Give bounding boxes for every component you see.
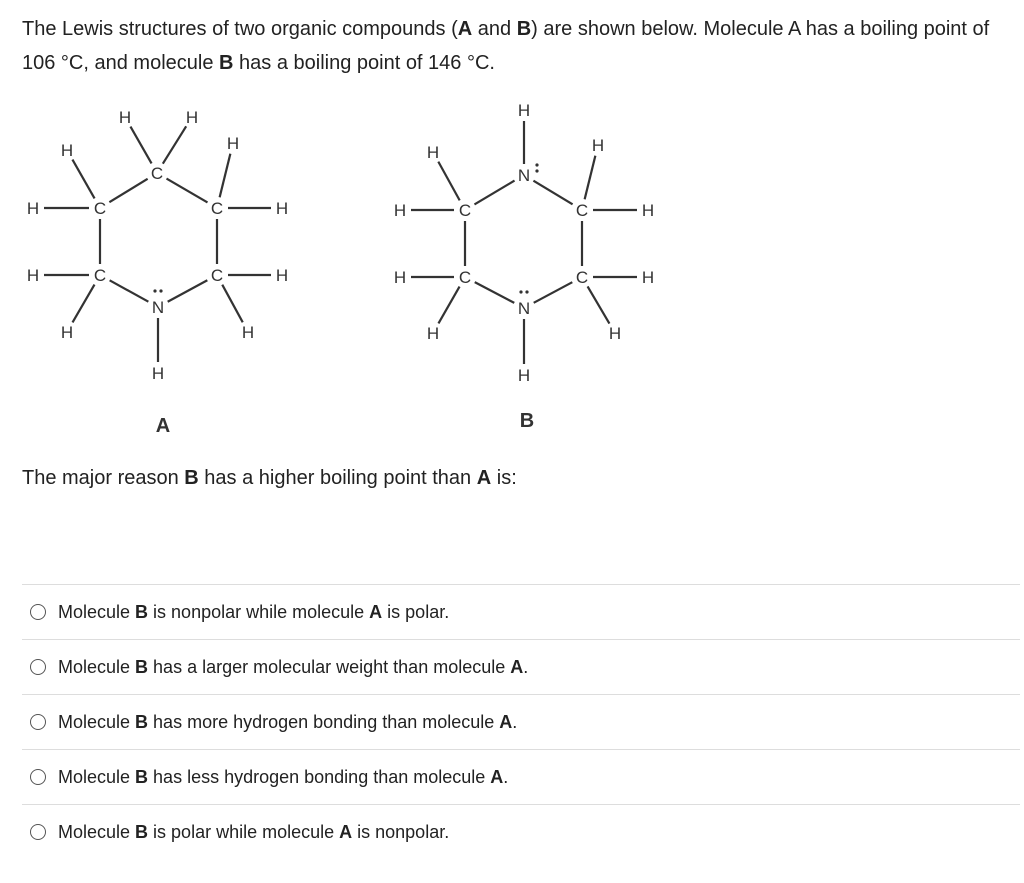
nitrogen-atom: N (517, 299, 531, 318)
opt-part: Molecule (58, 601, 136, 622)
hydrogen-atom: H (275, 266, 289, 285)
radio-button[interactable] (30, 824, 46, 840)
hydrogen-atom: H (641, 201, 655, 220)
question-text (22, 467, 517, 490)
bond-line (130, 127, 151, 164)
option-label (58, 602, 449, 623)
opt-part: has less hydrogen bonding than molecule (148, 766, 491, 787)
intro-bold: A (457, 18, 473, 40)
q-bold: B (184, 467, 199, 489)
hydrogen-atom: H (60, 323, 74, 342)
carbon-atom: C (210, 199, 224, 218)
lone-pair (153, 289, 156, 292)
hydrogen-atom: H (517, 366, 531, 385)
hydrogen-atom: H (393, 268, 407, 287)
bond-line (168, 280, 208, 302)
lone-pair (535, 163, 538, 166)
molecule-label: A (155, 415, 171, 437)
carbon-atom: C (150, 164, 164, 183)
bond-line (438, 162, 459, 201)
hydrogen-atom: H (185, 108, 199, 127)
radio-button[interactable] (30, 659, 46, 675)
hydrogen-atom: H (275, 199, 289, 218)
opt-bold: B (135, 766, 149, 787)
opt-part: is nonpolar while molecule (148, 601, 370, 622)
opt-part: is polar while molecule (148, 821, 340, 842)
lewis-structures (0, 90, 1024, 450)
answer-options (22, 584, 1020, 859)
hydrogen-atom: H (241, 323, 255, 342)
bond-line (73, 285, 95, 323)
answer-option[interactable] (22, 694, 1020, 749)
hydrogen-atom: H (151, 364, 165, 383)
q-part: The major reason (22, 467, 185, 489)
nitrogen-atom: N (517, 166, 531, 185)
opt-part: Molecule (58, 656, 136, 677)
hydrogen-atom: H (641, 268, 655, 287)
carbon-atom: C (93, 266, 107, 285)
opt-part: . (523, 656, 529, 677)
hydrogen-atom: H (517, 101, 531, 120)
opt-bold: A (499, 711, 513, 732)
option-label (58, 767, 508, 788)
option-label (58, 822, 449, 843)
bond-line (585, 156, 596, 200)
opt-part: Molecule (58, 766, 136, 787)
radio-button[interactable] (30, 714, 46, 730)
intro-part: The Lewis structures of two organic compounds ( (22, 18, 458, 40)
carbon-atom: C (210, 266, 224, 285)
hydrogen-atom: H (608, 324, 622, 343)
intro-part: has a boiling point of 146 °C. (233, 52, 495, 74)
opt-part: Molecule (58, 711, 136, 732)
carbon-atom: C (458, 201, 472, 220)
opt-bold: A (510, 656, 524, 677)
hydrogen-atom: H (26, 266, 40, 285)
intro-part: and (472, 18, 517, 40)
bond-line (533, 181, 572, 205)
carbon-atom: C (458, 268, 472, 287)
q-bold: A (476, 467, 492, 489)
radio-button[interactable] (30, 769, 46, 785)
bond-line (222, 285, 242, 323)
opt-bold: A (339, 821, 353, 842)
answer-option[interactable] (22, 584, 1020, 639)
bond-line (220, 154, 231, 198)
carbon-atom: C (575, 268, 589, 287)
intro-bold: B (219, 52, 234, 74)
bond-line (110, 280, 149, 301)
hydrogen-atom: H (426, 324, 440, 343)
hydrogen-atom: H (226, 134, 240, 153)
answer-option[interactable] (22, 639, 1020, 694)
answer-option[interactable] (22, 804, 1020, 859)
opt-part: has a larger molecular weight than molecule (148, 656, 511, 677)
bond-line (109, 179, 147, 202)
carbon-atom: C (93, 199, 107, 218)
bond-line (475, 282, 515, 303)
hydrogen-atom: H (26, 199, 40, 218)
bond-line (534, 282, 573, 303)
lone-pair (159, 289, 162, 292)
lone-pair (519, 290, 522, 293)
hydrogen-atom: H (591, 136, 605, 155)
intro-bold: B (516, 18, 532, 40)
bond-line (167, 179, 208, 203)
bond-line (72, 160, 94, 199)
answer-option[interactable] (22, 749, 1020, 804)
radio-button[interactable] (30, 604, 46, 620)
opt-bold: B (135, 656, 149, 677)
hydrogen-atom: H (393, 201, 407, 220)
opt-bold: B (135, 821, 149, 842)
intro-text (22, 12, 1012, 80)
molecule-label: B (519, 410, 535, 432)
opt-part: has more hydrogen bonding than molecule (148, 711, 500, 732)
opt-part: is polar. (382, 601, 450, 622)
carbon-atom: C (575, 201, 589, 220)
opt-part: Molecule (58, 821, 136, 842)
option-label (58, 657, 528, 678)
hydrogen-atom: H (118, 108, 132, 127)
opt-bold: A (490, 766, 504, 787)
opt-bold: B (135, 711, 149, 732)
option-label (58, 712, 517, 733)
bond-line (474, 181, 514, 205)
nitrogen-atom: N (151, 298, 165, 317)
hydrogen-atom: H (426, 143, 440, 162)
opt-bold: A (369, 601, 383, 622)
opt-part: . (503, 766, 509, 787)
lone-pair (535, 169, 538, 172)
opt-part: is nonpolar. (352, 821, 450, 842)
bond-line (438, 287, 459, 324)
q-part: is: (491, 467, 517, 489)
q-part: has a higher boiling point than (198, 467, 477, 489)
opt-part: . (512, 711, 518, 732)
opt-bold: B (135, 601, 149, 622)
hydrogen-atom: H (60, 141, 74, 160)
intro-part: ) are shown below. Molecule A has a boiling point of 106 °C, and molecule (22, 18, 990, 74)
lone-pair (525, 290, 528, 293)
bond-line (163, 126, 186, 163)
bond-line (588, 286, 610, 323)
